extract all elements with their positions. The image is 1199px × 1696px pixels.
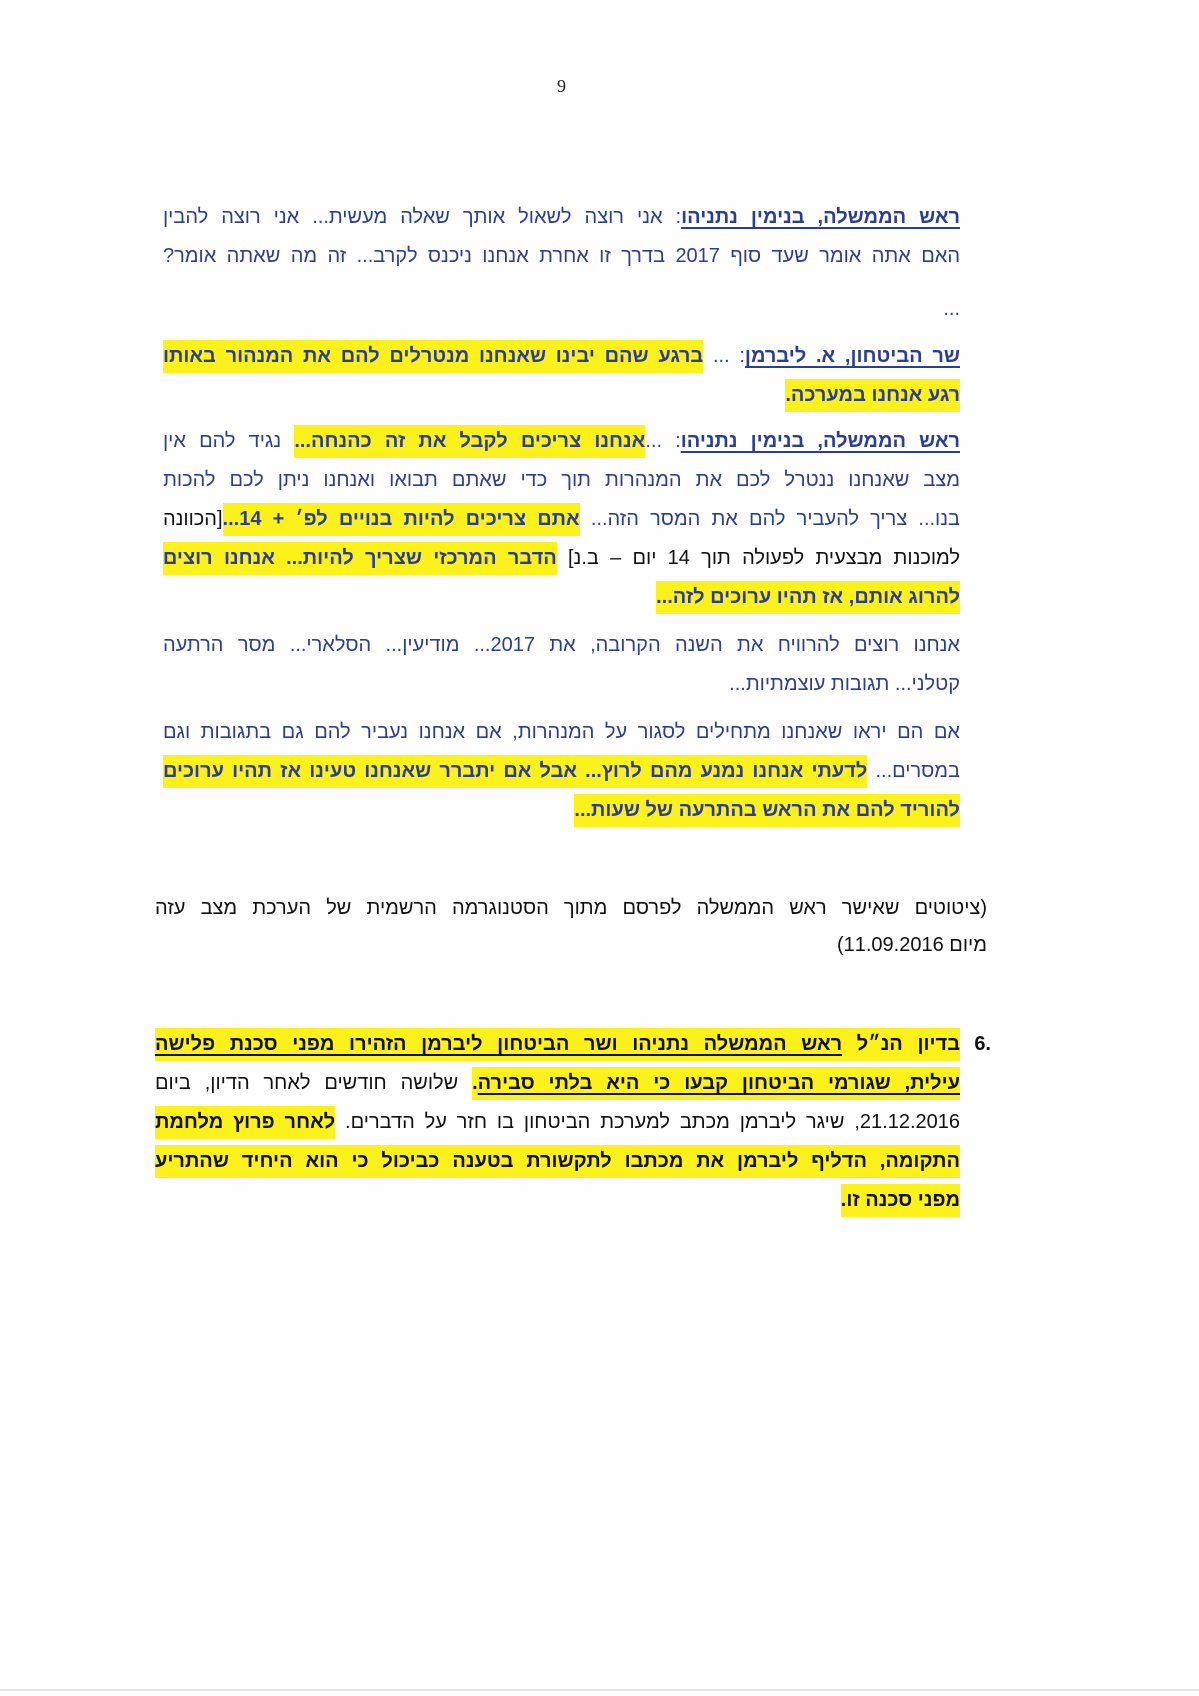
quote-text: : אני רוצה לשאול אותך שאלה מעשית... אני רוצה להבין	[162, 206, 682, 228]
quote-line	[163, 500, 960, 539]
highlighted-text: בדיון הנ״ל	[842, 1028, 960, 1061]
editor-note: למוכנות מבצעית לפעולה תוך 14 יום – ב.נ]	[556, 547, 960, 569]
section-line	[155, 1064, 960, 1103]
highlighted-quote: אנחנו צריכים לקבל את זה כהנחה...	[294, 425, 645, 458]
citation-text: מיום 11.09.2016)	[836, 934, 987, 956]
highlighted-quote: לדעתי אנחנו נמנע מהם לרוץ... אבל אם יתברר שאנחנו טעינו אז תהיו ערוכים	[163, 755, 867, 788]
highlighted-quote: הדבר המרכזי שצריך להיות... אנחנו רוצים	[163, 542, 557, 575]
section-text: 21.12.2016, שיגר ליברמן מכתב למערכת הביטחון בו חזר על הדברים.	[335, 1111, 960, 1133]
quote-line	[163, 665, 960, 704]
quote-text: אם הם יראו שאנחנו מתחילים לסגור על המנהרות, אם אנחנו נעביר להם גם בתגובות וגם	[162, 721, 960, 743]
quote-line	[163, 791, 960, 830]
quote-text: האם אתה אומר שעד סוף 2017 בדרך זו אחרת אנחנו ניכנס לקרב... זה מה שאתה אומר?	[162, 245, 960, 267]
transcript-paragraph	[163, 337, 960, 415]
quote-line	[163, 539, 960, 578]
quote-text: מצב שאנחנו ננטרל לכם את המנהרות תוך כדי שאתם תבואו ואנחנו ניתן לכם להכות	[163, 469, 960, 491]
scan-edge	[0, 1689, 1199, 1691]
highlighted-underlined-text: עילית, שגורמי הביטחון קבעו כי היא בלתי סבירה	[478, 1067, 960, 1100]
transcript-paragraph	[163, 422, 960, 617]
quote-text: אנחנו רוצים להרוויח את השנה הקרובה, את 2017... מודיעין... הסלארי... מסר הרתעה	[162, 634, 960, 656]
highlighted-quote: להרוג אותם, אז תהיו ערוכים לזה...	[656, 581, 960, 614]
highlighted-text: מפני סכנה זו.	[841, 1184, 960, 1217]
ellipsis: ...	[943, 298, 960, 320]
numbered-section	[154, 1025, 991, 1220]
quote-line	[163, 626, 960, 665]
quote-line	[163, 376, 960, 415]
quote-line	[163, 713, 960, 752]
quote-line	[163, 198, 960, 237]
quote-line	[163, 578, 960, 617]
quote-line	[163, 422, 960, 461]
quote-text: נגיד להם אין	[162, 430, 295, 452]
quote-text: בנו... צריך להעביר להם את המסר הזה...	[579, 508, 960, 530]
citation-note	[155, 890, 987, 964]
quote-line	[163, 290, 960, 329]
quote-text: קטלני... תגובות עוצמתיות...	[729, 673, 960, 695]
highlighted-quote: אתם צריכים להיות בנויים לפ׳ + 14...	[223, 503, 580, 536]
transcript-paragraph	[163, 713, 960, 830]
transcript-paragraph	[163, 626, 960, 704]
transcript-paragraph	[163, 198, 960, 329]
citation-line	[155, 927, 987, 964]
speaker-name: ראש הממשלה, בנימין נתניהו	[680, 430, 960, 452]
section-number: 6.	[974, 1033, 991, 1055]
quote-text: במסרים...	[867, 760, 960, 782]
speaker-name: שר הביטחון, א. ליברמן	[744, 345, 960, 367]
citation-line	[155, 890, 987, 927]
page-number: 9	[557, 76, 566, 96]
section-line	[155, 1181, 960, 1220]
quote-line	[163, 237, 960, 276]
section-line	[155, 1103, 960, 1142]
highlighted-quote: רגע אנחנו במערכה.	[785, 379, 960, 412]
section-text: שלושה חודשים לאחר הדיון, ביום	[154, 1072, 473, 1094]
quote-line	[163, 461, 960, 500]
quote-line	[163, 752, 960, 791]
highlighted-quote: ברגע שהם יבינו שאנחנו מנטרלים להם את המנהור באותו	[163, 340, 703, 373]
editor-note: [הכוונה	[162, 508, 223, 530]
highlighted-text: .	[472, 1067, 478, 1100]
highlighted-text: התקומה, הדליף ליברמן את מכתבו לתקשורת בטענה כביכול כי הוא היחיד שהתריע	[155, 1145, 960, 1178]
highlighted-quote: להוריד להם את הראש בהתרעה של שעות...	[574, 794, 960, 827]
citation-text: (ציטוטים שאישר ראש הממשלה לפרסם מתוך הסטנוגרמה הרשמית של הערכת מצב עזה	[155, 897, 987, 919]
section-line	[155, 1025, 960, 1064]
speaker-name: ראש הממשלה, בנימין נתניהו	[681, 206, 960, 228]
highlighted-text: לאחר פרוץ מלחמת	[155, 1106, 335, 1139]
quote-text: : ...	[703, 345, 745, 367]
quote-text: : ...	[645, 430, 681, 452]
highlighted-underlined-text: ראש הממשלה נתניהו ושר הביטחון ליברמן הזהירו מפני סכנת פלישה	[155, 1028, 842, 1061]
section-line	[155, 1142, 960, 1181]
quote-line	[163, 337, 960, 376]
